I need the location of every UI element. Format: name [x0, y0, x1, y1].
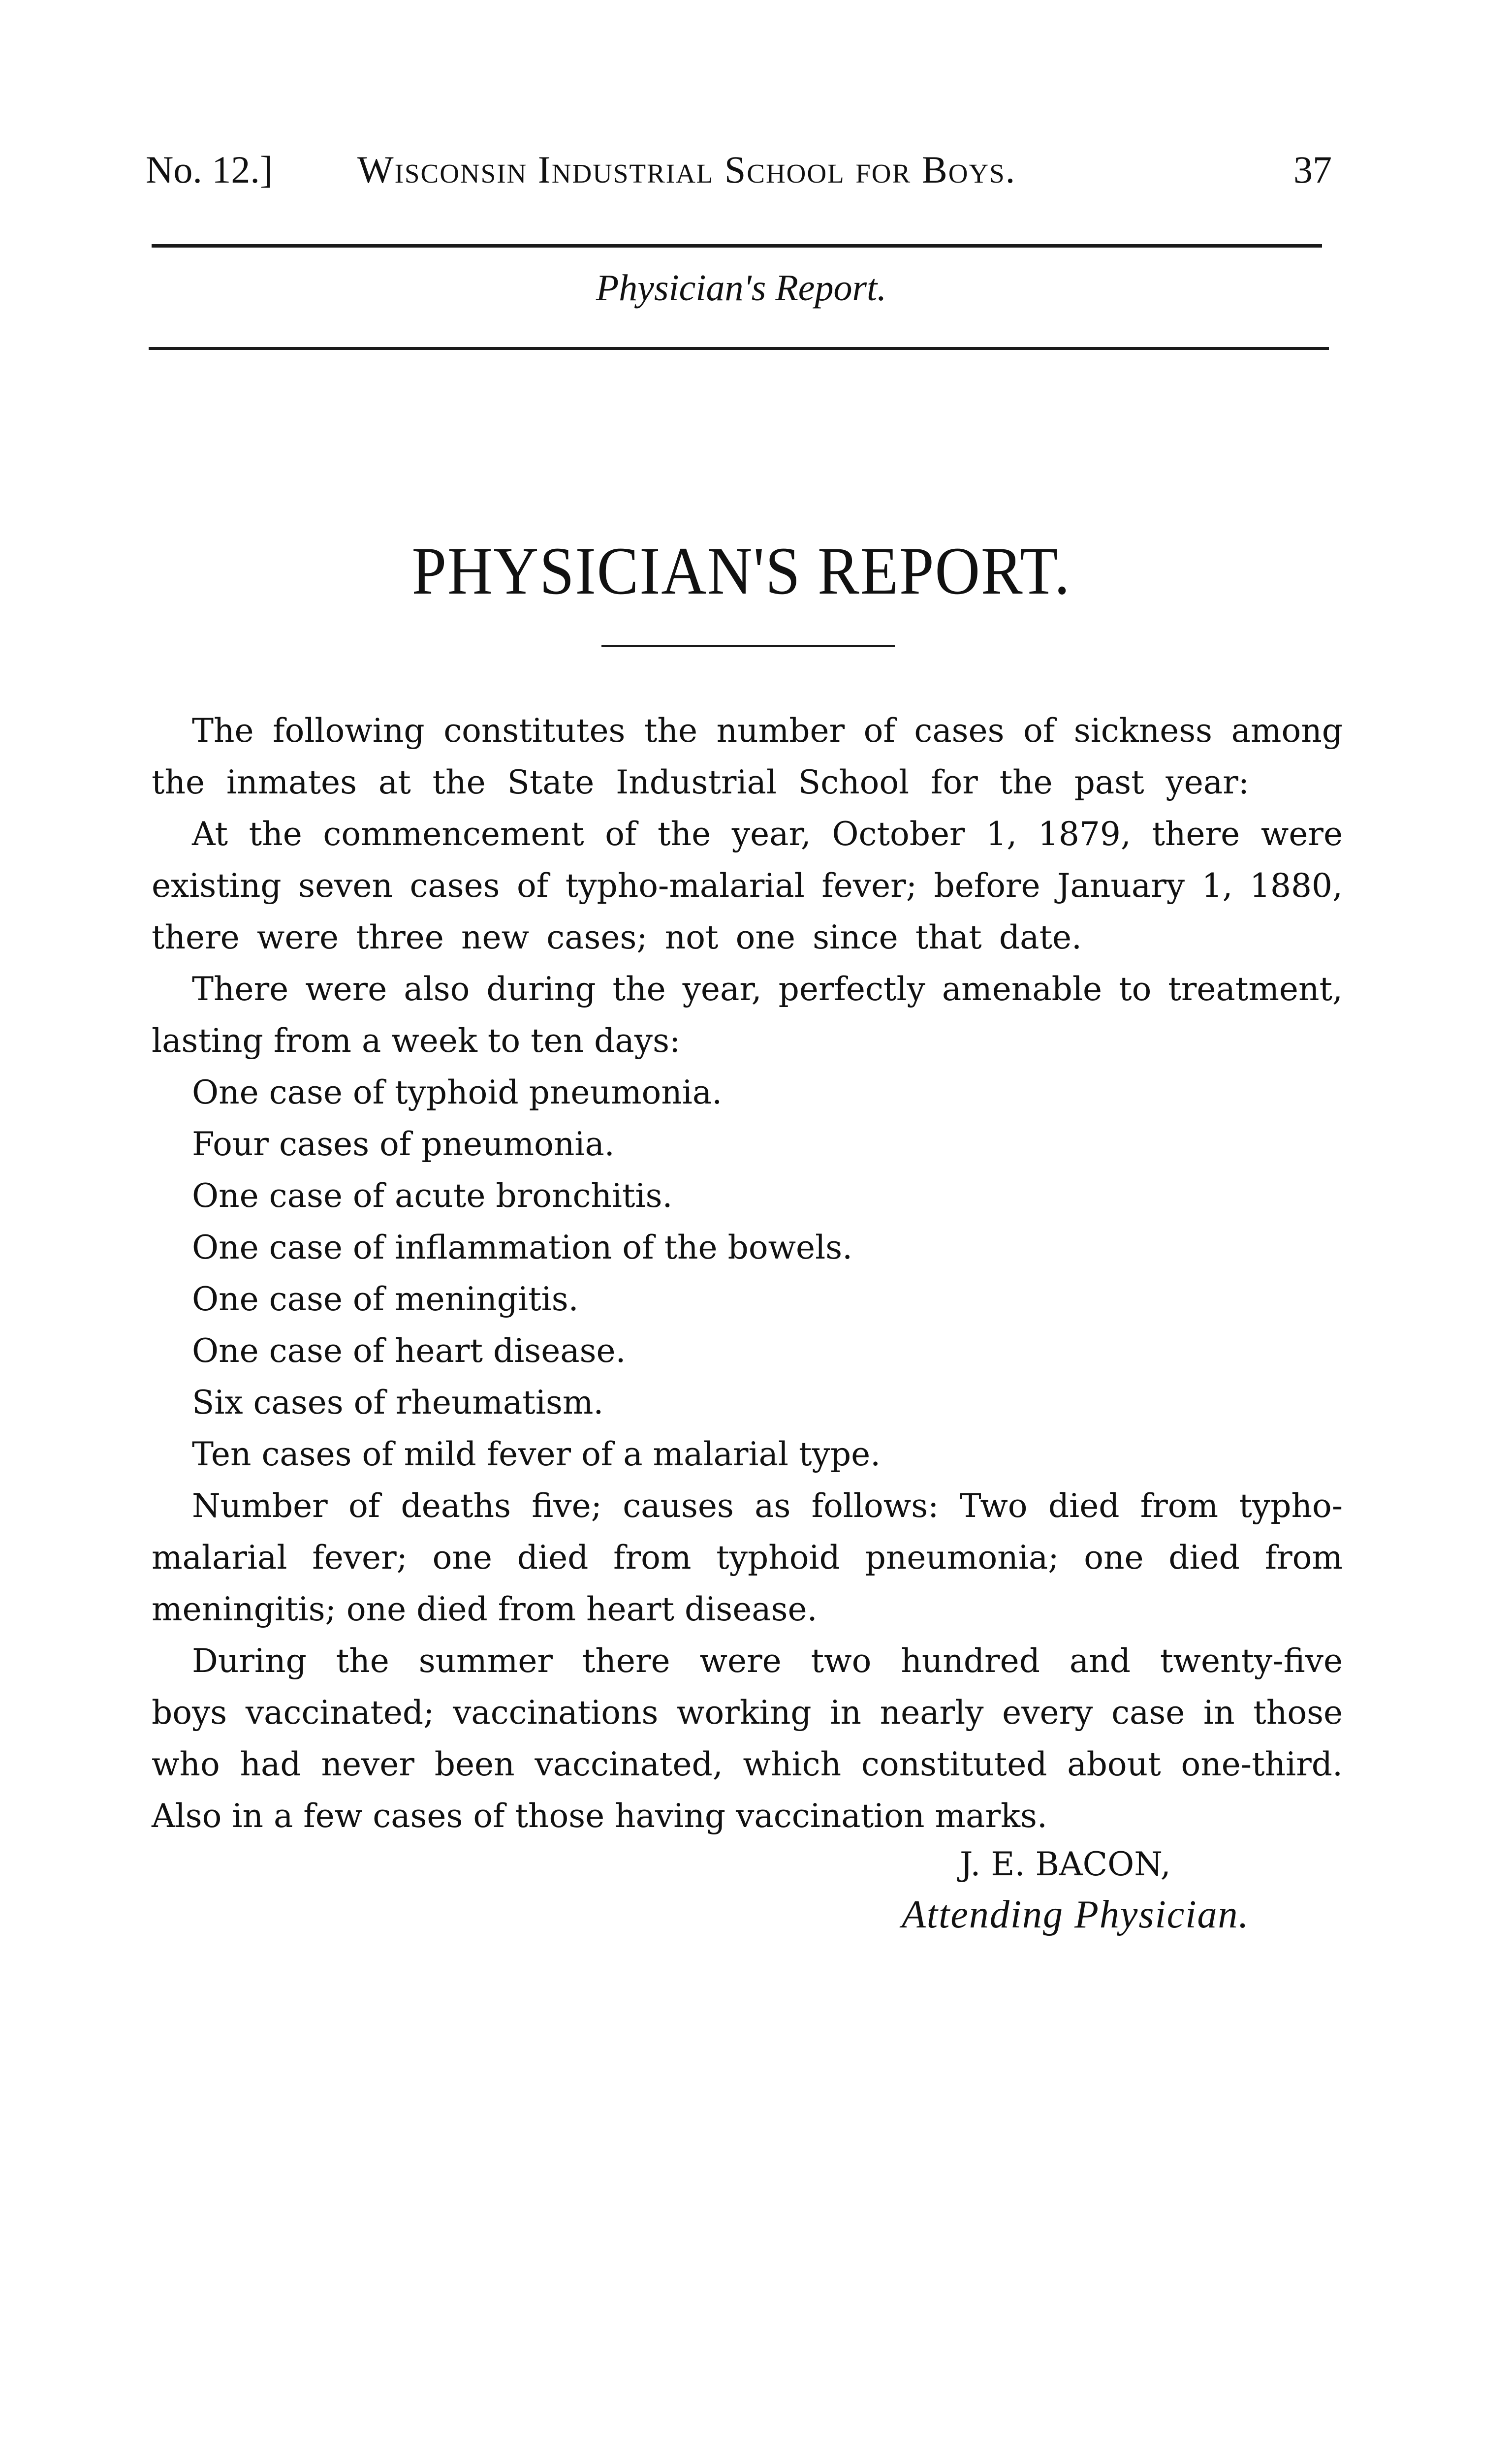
running-title: Wisconsin Industrial School for Boys.	[357, 148, 1016, 191]
report-title: PHYSICIAN'S REPORT.	[411, 533, 1071, 608]
header-rule-bottom	[149, 347, 1329, 350]
text-line: One case of typhoid pneumonia.	[192, 1073, 723, 1111]
text-line: existing seven cases of typho-malarial fever; before January 1, 1880,	[152, 867, 1343, 905]
title-rule	[601, 645, 895, 647]
section-heading: Physician's Report.	[596, 267, 887, 309]
text-line: who had never been vaccinated, which constituted about one-third.	[152, 1745, 1343, 1783]
running-header	[146, 143, 1332, 197]
signatory-role: Attending Physician.	[902, 1893, 1250, 1936]
text-line: boys vaccinated; vaccinations working in nearly every case in those	[152, 1694, 1343, 1732]
text-line: lasting from a week to ten days:	[152, 1022, 681, 1060]
text-line: One case of inflammation of the bowels.	[192, 1229, 853, 1266]
text-line: During the summer there were two hundred and twenty-five	[192, 1642, 1343, 1680]
text-line: Six cases of rheumatism.	[192, 1384, 604, 1421]
text-line: meningitis; one died from heart disease.	[152, 1590, 818, 1628]
page-number: 37	[1293, 148, 1332, 191]
signatory-name: J. E. BACON,	[960, 1845, 1171, 1883]
text-line: There were also during the year, perfectly amenable to treatment,	[192, 970, 1343, 1008]
text-line: malarial fever; one died from typhoid pneumonia; one died from	[152, 1539, 1343, 1577]
issue-number: No. 12.]	[146, 148, 273, 191]
text-line: Ten cases of mild fever of a malarial type.	[192, 1435, 881, 1473]
text-line: Number of deaths five; causes as follows: Two died from typho-	[192, 1487, 1343, 1525]
text-line: The following constitutes the number of cases of sickness among	[192, 712, 1343, 750]
text-line: the inmates at the State Industrial School for the past year:	[152, 763, 1249, 801]
text-line: Four cases of pneumonia.	[192, 1125, 615, 1163]
text-line: there were three new cases; not one since that date.	[152, 918, 1082, 956]
text-line: Also in a few cases of those having vaccination marks.	[152, 1797, 1047, 1835]
text-line: One case of heart disease.	[192, 1332, 626, 1370]
text-line: One case of meningitis.	[192, 1280, 579, 1318]
text-line: At the commencement of the year, October 1, 1879, there were	[192, 815, 1343, 853]
text-line: One case of acute bronchitis.	[192, 1177, 673, 1215]
header-rule-top	[152, 244, 1322, 248]
report-body	[152, 705, 1343, 1842]
